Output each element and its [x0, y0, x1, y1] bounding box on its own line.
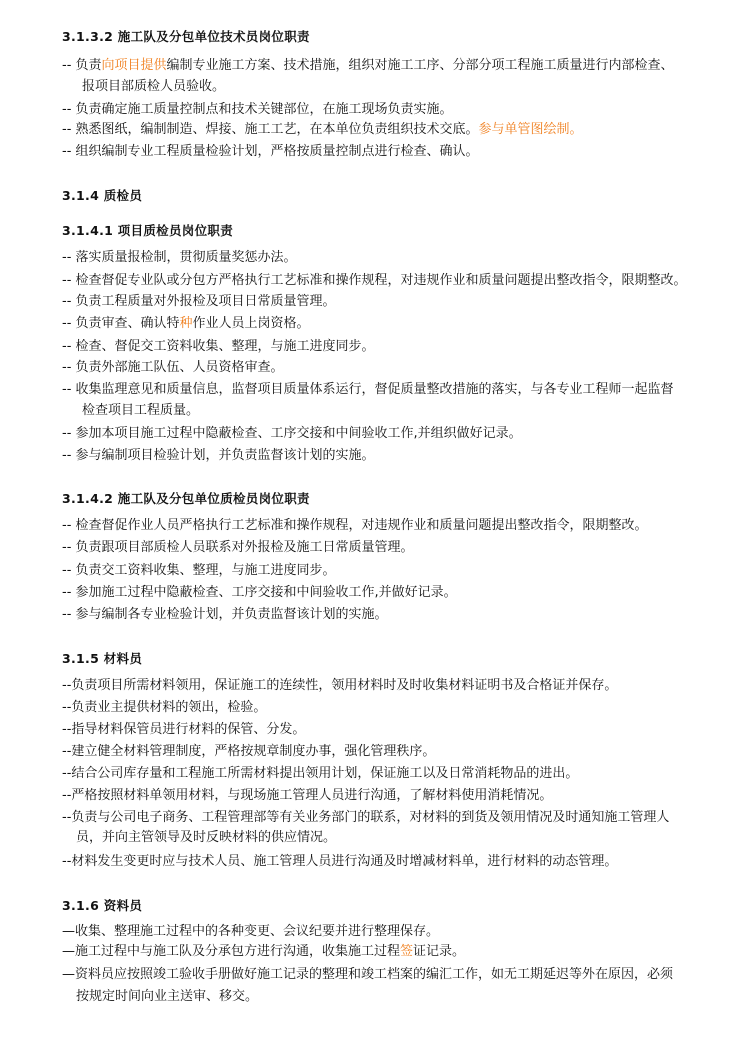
body-line — [76, 830, 336, 846]
line-text: 员，并向主管领导及时反映材料的供应情况。 — [76, 830, 337, 845]
body-line — [62, 102, 453, 118]
line-text: -- 负责审查、确认特 — [62, 316, 180, 331]
body-line — [62, 426, 522, 442]
line-text: -- 参加本项目施工过程中隐蔽检查、工序交接和中间验收工作,并组织做好记录。 — [62, 426, 522, 441]
body-line — [62, 967, 673, 983]
line-text: -- 检查、督促交工资料收集、整理，与施工进度同步。 — [62, 339, 375, 354]
line-text: -- 检查督促作业人员严格执行工艺标准和操作规程，对违规作业和质量问题提出整改指令，限期整改。 — [62, 518, 648, 533]
line-text: 检查项目工程质量。 — [82, 403, 200, 418]
body-line — [62, 722, 305, 738]
body-line — [62, 607, 388, 623]
line-text: —施工过程中与施工队及分承包方进行沟通，收集施工过程 — [62, 944, 401, 959]
body-line — [62, 563, 336, 579]
highlighted-text: 签 — [400, 944, 414, 959]
section-heading: 3.1.4.1 项目质检员岗位职责 — [62, 223, 233, 238]
line-text: 作业人员上岗资格。 — [192, 316, 310, 331]
body-line — [62, 944, 465, 960]
body-line — [62, 58, 674, 74]
highlighted-text: 参与单管图绘制。 — [478, 122, 583, 137]
body-line — [62, 678, 617, 694]
body-line — [62, 518, 648, 534]
body-line — [62, 585, 457, 601]
line-text: -- 参与编制项目检验计划，并负责监督该计划的实施。 — [62, 448, 375, 463]
body-line — [62, 854, 617, 870]
line-text: -- 熟悉图纸，编制制造、焊接、施工工艺，在本单位负责组织技术交底。 — [62, 122, 479, 137]
section-heading: 3.1.4.2 施工队及分包单位质检员岗位职责 — [62, 491, 310, 506]
highlighted-text: 向项目提供 — [101, 58, 167, 73]
body-line — [76, 989, 258, 1005]
line-text: -- 参加施工过程中隐蔽检查、工序交接和中间验收工作,并做好记录。 — [62, 585, 457, 600]
line-text: --负责与公司电子商务、工程管理部等有关业务部门的联系，对材料的到货及领用情况及时通知施工管理人 — [62, 810, 670, 825]
body-line — [62, 273, 687, 289]
body-line — [82, 403, 199, 419]
body-line — [62, 700, 266, 716]
line-text: --负责业主提供材料的领出，检验。 — [62, 700, 267, 715]
section-heading: 3.1.6 资料员 — [62, 898, 143, 913]
line-text: --结合公司库存量和工程施工所需材料提出领用计划，保证施工以及日常消耗物品的进出。 — [62, 766, 579, 781]
line-text: -- 组织编制专业工程质量检验计划，严格按质量控制点进行检查、确认。 — [62, 144, 479, 159]
section-heading: 3.1.5 材料员 — [62, 651, 143, 666]
line-text: -- 检查督促专业队或分包方严格执行工艺标准和操作规程，对违规作业和质量问题提出整改指令，限期整改。 — [62, 273, 687, 288]
body-line — [62, 448, 375, 464]
body-line — [62, 144, 479, 160]
line-text: --指导材料保管员进行材料的保管、分发。 — [62, 722, 306, 737]
body-line — [62, 316, 310, 332]
section-heading: 3.1.4 质检员 — [62, 188, 143, 203]
body-line — [62, 766, 578, 782]
section-heading: 3.1.3.2 施工队及分包单位技术员岗位职责 — [62, 29, 310, 44]
line-text: -- 负责 — [62, 58, 102, 73]
body-line — [62, 540, 414, 556]
line-text: -- 负责外部施工队伍、人员资格审查。 — [62, 360, 284, 375]
body-line — [62, 924, 439, 940]
line-text: --负责项目所需材料领用，保证施工的连续性，领用材料时及时收集材料证明书及合格证并保存。 — [62, 678, 618, 693]
body-line — [62, 250, 297, 266]
line-text: -- 负责交工资料收集、整理，与施工进度同步。 — [62, 563, 336, 578]
line-text: --材料发生变更时应与技术人员、施工管理人员进行沟通及时增减材料单，进行材料的动态管理。 — [62, 854, 618, 869]
body-line — [62, 744, 435, 760]
body-line — [62, 339, 375, 355]
body-line — [62, 382, 674, 398]
line-text: --严格按照材料单领用材料，与现场施工管理人员进行沟通，了解材料使用消耗情况。 — [62, 788, 553, 803]
body-line — [62, 122, 583, 138]
body-line — [82, 79, 225, 95]
highlighted-text: 种 — [179, 316, 193, 331]
line-text: -- 收集监理意见和质量信息，监督项目质量体系运行，督促质量整改措施的落实，与各专业工程师一起监督 — [62, 382, 674, 397]
body-line — [62, 360, 284, 376]
line-text: 报项目部质检人员验收。 — [82, 79, 226, 94]
line-text: 证记录。 — [413, 944, 466, 959]
line-text: —收集、整理施工过程中的各种变更、会议纪要并进行整理保存。 — [62, 924, 440, 939]
line-text: -- 负责确定施工质量控制点和技术关键部位，在施工现场负责实施。 — [62, 102, 453, 117]
line-text: -- 参与编制各专业检验计划，并负责监督该计划的实施。 — [62, 607, 388, 622]
line-text: --建立健全材料管理制度，严格按规章制度办事，强化管理秩序。 — [62, 744, 436, 759]
body-line — [62, 810, 669, 826]
body-line — [62, 788, 552, 804]
line-text: 按规定时间向业主送审、移交。 — [76, 989, 259, 1004]
line-text: -- 负责工程质量对外报检及项目日常质量管理。 — [62, 294, 336, 309]
line-text: 编制专业施工方案、技术措施，组织对施工工序、分部分项工程施工质量进行内部检查、 — [166, 58, 674, 73]
line-text: -- 负责跟项目部质检人员联系对外报检及施工日常质量管理。 — [62, 540, 414, 555]
body-line — [62, 294, 336, 310]
line-text: —资料员应按照竣工验收手册做好施工记录的整理和竣工档案的编汇工作，如无工期延迟等外在原因，必须 — [62, 967, 674, 982]
line-text: -- 落实质量报检制，贯彻质量奖惩办法。 — [62, 250, 297, 265]
